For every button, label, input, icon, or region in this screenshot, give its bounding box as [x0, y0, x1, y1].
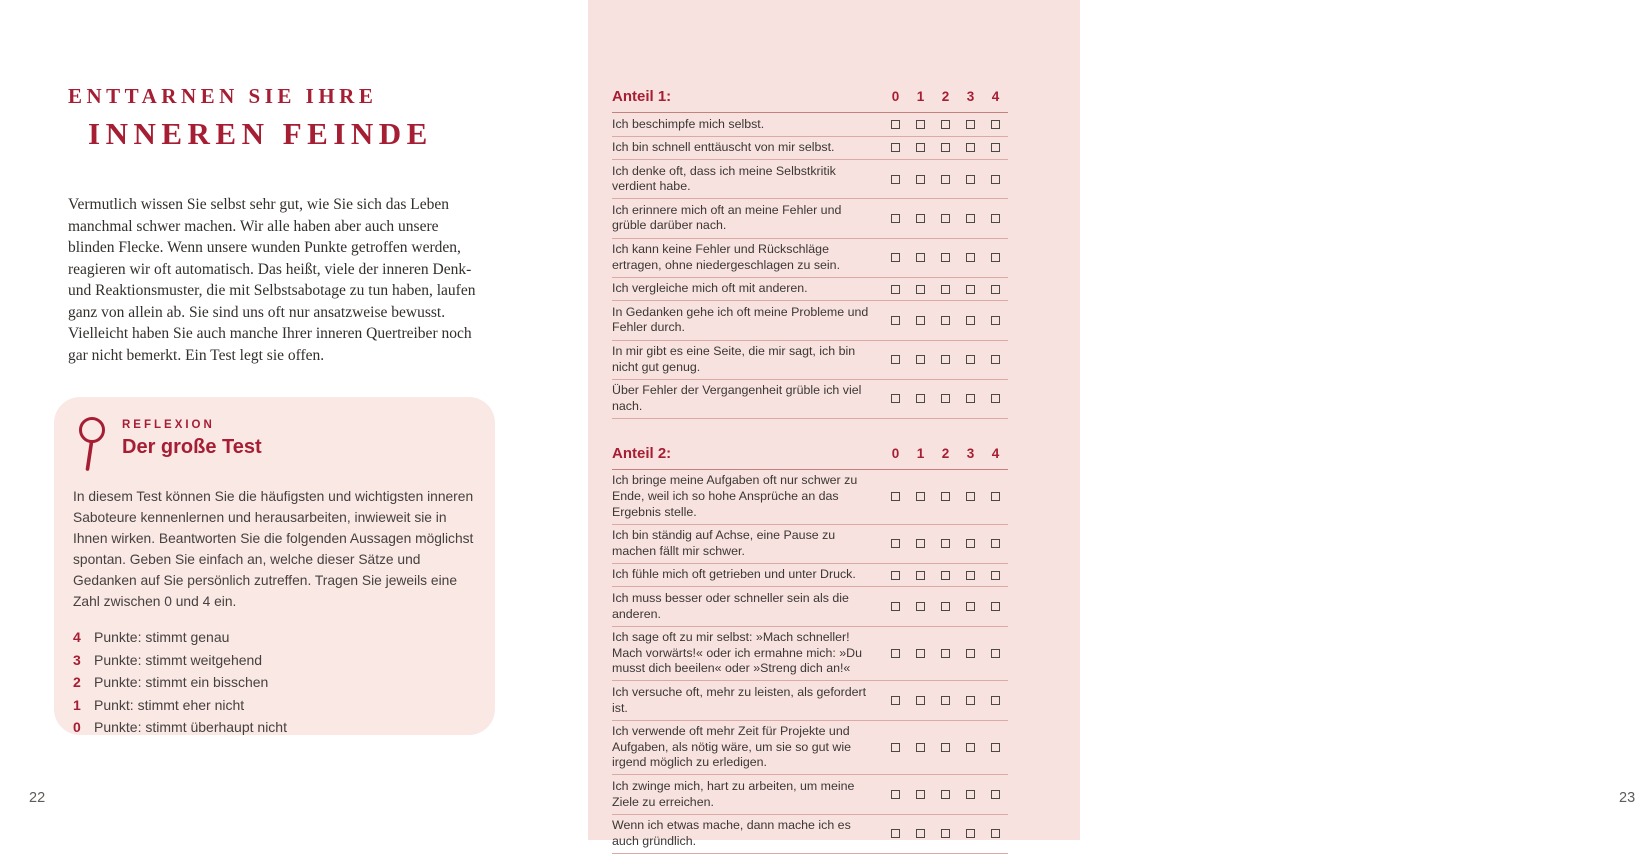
score-cell	[908, 602, 933, 611]
question-text: Ich sage oft zu mir selbst: »Mach schneller! Mach vorwärts!« oder ich ermahne mich: »Du musst dich beeilen« oder »Streng dich an!«	[612, 630, 862, 676]
score-cell	[933, 649, 958, 658]
chapter-title-line1: ENTTARNEN SIE IHRE	[68, 84, 378, 108]
scale-header: 3	[966, 89, 975, 104]
score-checkbox-group	[883, 120, 1008, 129]
score-checkbox[interactable]	[991, 285, 1000, 294]
score-cell	[983, 285, 1008, 294]
score-cell	[883, 602, 908, 611]
chapter-title	[68, 84, 433, 152]
score-cell	[958, 175, 983, 184]
scale-header: 1	[916, 445, 925, 461]
question-row	[612, 564, 1008, 588]
page-number-right: 23	[1619, 790, 1635, 806]
score-cell	[933, 316, 958, 325]
question-row	[612, 113, 1008, 137]
score-checkbox-group	[883, 214, 1008, 223]
score-checkbox[interactable]	[891, 829, 900, 838]
legend-label: Punkte: stimmt ein bisschen	[94, 674, 269, 690]
score-cell	[933, 829, 958, 838]
intro-paragraph: Vermutlich wissen Sie selbst sehr gut, wie Sie sich das Leben manchmal schwer machen. Wir alle haben aber auch unsere blinden Flecke. Wenn unsere wunden Punkte getroffen werden, reagieren wir oft automatisch. Das heißt, viele der inneren Denk- und Reaktionsmuster, die mit Selbstsabotage zu tun haben, laufen ganz von allein ab. Sie sind uns oft nur ansatzweise bewusst. Vielleicht haben Sie auch manche Ihrer inneren Quertreiber noch gar nicht bemerkt. Ein Test legt sie offen.	[68, 196, 476, 364]
score-cell	[983, 355, 1008, 364]
question-text: Ich vergleiche mich oft mit anderen.	[612, 281, 808, 296]
legend-value: 2	[73, 674, 81, 690]
score-cell	[883, 253, 908, 262]
scale-header: 0	[891, 89, 900, 104]
section-header	[612, 445, 1008, 470]
score-cell	[983, 214, 1008, 223]
score-cell	[933, 253, 958, 262]
score-checkbox[interactable]	[891, 120, 900, 129]
question-row	[612, 137, 1008, 161]
question-text: Ich zwinge mich, hart zu arbeiten, um meine Ziele zu erreichen.	[612, 778, 855, 809]
score-checkbox[interactable]	[966, 316, 975, 325]
score-checkbox[interactable]	[941, 285, 950, 294]
question-text: Ich fühle mich oft getrieben und unter Druck.	[612, 567, 856, 582]
question-section	[612, 88, 1008, 419]
question-section	[612, 445, 1008, 854]
legend-label: Punkte: stimmt weitgehend	[94, 651, 263, 668]
score-checkbox-group	[883, 790, 1008, 799]
score-checkbox[interactable]	[916, 602, 925, 611]
score-checkbox[interactable]	[991, 316, 1000, 325]
score-checkbox[interactable]	[991, 394, 1000, 403]
score-cell	[933, 790, 958, 799]
score-checkbox[interactable]	[916, 539, 925, 548]
scale-header: 4	[991, 445, 1000, 461]
score-cell	[958, 143, 983, 152]
score-cell	[908, 394, 933, 403]
question-text: Ich muss besser oder schneller sein als die anderen.	[612, 590, 849, 621]
score-cell	[958, 649, 983, 658]
question-text: Ich bin ständig auf Achse, eine Pause zu machen fällt mir schwer.	[612, 528, 836, 558]
score-checkbox[interactable]	[966, 214, 975, 223]
score-cell	[883, 571, 908, 580]
score-cell	[908, 492, 933, 501]
score-checkbox[interactable]	[891, 696, 900, 705]
score-cell	[883, 492, 908, 501]
score-cell	[958, 492, 983, 501]
score-checkbox[interactable]	[941, 253, 950, 262]
score-cell	[908, 743, 933, 752]
question-row	[612, 587, 1008, 626]
score-cell	[958, 696, 983, 705]
legend-value: 3	[73, 651, 81, 668]
scale-header: 0	[891, 445, 900, 461]
page-number-left: 22	[29, 790, 46, 806]
score-cell	[933, 571, 958, 580]
score-cell	[983, 649, 1008, 658]
score-checkbox[interactable]	[966, 285, 975, 294]
score-cell	[908, 120, 933, 129]
scale-header: 2	[941, 89, 950, 104]
score-checkbox[interactable]	[966, 743, 975, 752]
score-checkbox[interactable]	[941, 316, 950, 325]
score-cell	[958, 214, 983, 223]
score-checkbox[interactable]	[916, 175, 925, 184]
score-cell	[958, 790, 983, 799]
legend-label: Punkte: stimmt überhaupt nicht	[94, 719, 287, 735]
score-checkbox[interactable]	[891, 539, 900, 548]
section-title: Anteil 2:	[612, 444, 672, 462]
question-text: Ich bringe meine Aufgaben oft nur schwer zu Ende, weil ich so hohe Ansprüche an das Ergebnis stelle.	[612, 473, 858, 519]
section-header	[612, 88, 1008, 113]
question-row	[612, 721, 1008, 776]
score-cell	[983, 253, 1008, 262]
score-checkbox[interactable]	[916, 285, 925, 294]
score-checkbox[interactable]	[991, 492, 1000, 501]
score-checkbox[interactable]	[941, 143, 950, 152]
score-checkbox[interactable]	[916, 355, 925, 364]
score-checkbox[interactable]	[916, 214, 925, 223]
points-legend	[73, 629, 475, 735]
question-row	[612, 341, 1008, 380]
question-text: Ich kann keine Fehler und Rückschläge ertragen, ohne niedergeschlagen zu sein.	[612, 242, 841, 272]
score-cell	[883, 829, 908, 838]
question-row	[612, 525, 1008, 564]
score-cell	[933, 394, 958, 403]
score-cell	[908, 143, 933, 152]
score-cell	[908, 355, 933, 364]
score-cell	[983, 829, 1008, 838]
question-text: Ich denke oft, dass ich meine Selbstkritik verdient habe.	[612, 163, 836, 194]
questionnaire	[612, 88, 1008, 854]
question-row	[612, 239, 1008, 278]
score-checkbox[interactable]	[966, 602, 975, 611]
score-cell	[883, 175, 908, 184]
score-checkbox[interactable]	[991, 214, 1000, 223]
score-checkbox[interactable]	[966, 143, 975, 152]
question-text: In Gedanken gehe ich oft meine Probleme und Fehler durch.	[612, 304, 869, 335]
score-cell	[908, 316, 933, 325]
reflexion-title: Der große Test	[122, 436, 262, 458]
score-checkbox-group	[883, 394, 1008, 403]
question-row	[612, 199, 1008, 238]
score-cell	[883, 539, 908, 548]
score-cell	[958, 743, 983, 752]
reflexion-box-header	[73, 413, 475, 473]
score-checkbox[interactable]	[941, 394, 950, 403]
score-checkbox[interactable]	[941, 743, 950, 752]
score-checkbox[interactable]	[891, 743, 900, 752]
score-cell	[983, 539, 1008, 548]
score-cell	[958, 602, 983, 611]
score-cell	[933, 492, 958, 501]
score-checkbox-group	[883, 571, 1008, 580]
score-checkbox[interactable]	[891, 285, 900, 294]
question-row	[612, 775, 1008, 814]
score-cell	[933, 120, 958, 129]
score-checkbox[interactable]	[916, 649, 925, 658]
score-checkbox[interactable]	[891, 175, 900, 184]
score-checkbox-group	[883, 316, 1008, 325]
score-checkbox[interactable]	[966, 790, 975, 799]
right-page	[588, 0, 1635, 848]
legend-value: 4	[73, 629, 81, 645]
score-checkbox[interactable]	[916, 394, 925, 403]
score-checkbox[interactable]	[991, 355, 1000, 364]
score-cell	[883, 394, 908, 403]
score-checkbox[interactable]	[941, 355, 950, 364]
score-checkbox[interactable]	[891, 253, 900, 262]
score-cell	[908, 649, 933, 658]
scale-header: 3	[966, 445, 975, 461]
score-cell	[958, 253, 983, 262]
score-cell	[908, 175, 933, 184]
score-checkbox[interactable]	[891, 790, 900, 799]
score-checkbox[interactable]	[916, 696, 925, 705]
score-cell	[983, 743, 1008, 752]
score-cell	[883, 316, 908, 325]
score-checkbox-group	[883, 743, 1008, 752]
score-checkbox[interactable]	[891, 316, 900, 325]
score-checkbox[interactable]	[991, 790, 1000, 799]
score-cell	[958, 829, 983, 838]
score-cell	[958, 571, 983, 580]
score-cell	[883, 790, 908, 799]
score-cell	[983, 790, 1008, 799]
score-cell	[983, 120, 1008, 129]
score-checkbox-group	[883, 355, 1008, 364]
score-checkbox[interactable]	[941, 602, 950, 611]
score-cell	[908, 214, 933, 223]
score-cell	[883, 743, 908, 752]
score-cell	[933, 214, 958, 223]
score-checkbox[interactable]	[891, 214, 900, 223]
score-checkbox[interactable]	[916, 253, 925, 262]
score-checkbox[interactable]	[941, 539, 950, 548]
score-checkbox[interactable]	[941, 214, 950, 223]
score-cell	[958, 285, 983, 294]
score-checkbox[interactable]	[966, 175, 975, 184]
score-cell	[983, 316, 1008, 325]
score-checkbox[interactable]	[966, 355, 975, 364]
score-cell	[908, 539, 933, 548]
score-checkbox[interactable]	[991, 143, 1000, 152]
score-checkbox-group	[883, 696, 1008, 705]
score-cell	[983, 602, 1008, 611]
legend-value: 0	[73, 719, 81, 735]
chapter-title-line2: INNEREN FEINDE	[88, 116, 433, 151]
question-text: Ich erinnere mich oft an meine Fehler und grüble darüber nach.	[612, 202, 842, 233]
score-cell	[983, 394, 1008, 403]
score-cell	[883, 649, 908, 658]
score-cell	[958, 316, 983, 325]
score-checkbox[interactable]	[966, 696, 975, 705]
score-cell	[933, 743, 958, 752]
score-cell	[908, 253, 933, 262]
question-row	[612, 301, 1008, 340]
score-checkbox-group	[883, 492, 1008, 501]
score-checkbox[interactable]	[966, 829, 975, 838]
score-cell	[933, 285, 958, 294]
reflexion-box-titles	[122, 413, 262, 459]
score-checkbox-group	[883, 602, 1008, 611]
score-checkbox[interactable]	[991, 743, 1000, 752]
score-checkbox-group	[883, 285, 1008, 294]
score-checkbox[interactable]	[916, 492, 925, 501]
score-checkbox[interactable]	[991, 175, 1000, 184]
score-checkbox[interactable]	[941, 696, 950, 705]
score-cell	[983, 143, 1008, 152]
scale-header: 2	[941, 445, 950, 461]
question-text: In mir gibt es eine Seite, die mir sagt, ich bin nicht gut genug.	[612, 344, 856, 374]
score-checkbox[interactable]	[891, 394, 900, 403]
question-text: Ich beschimpfe mich selbst.	[612, 116, 765, 131]
score-cell	[908, 571, 933, 580]
score-cell	[908, 285, 933, 294]
score-cell	[908, 790, 933, 799]
question-row	[612, 627, 1008, 682]
score-cell	[883, 143, 908, 152]
question-row	[612, 815, 1008, 854]
legend-item	[73, 652, 475, 668]
score-cell	[933, 539, 958, 548]
left-page	[0, 0, 588, 840]
score-cell	[958, 120, 983, 129]
scale-header-row	[883, 446, 1008, 461]
score-cell	[958, 539, 983, 548]
score-checkbox[interactable]	[966, 649, 975, 658]
legend-label: Punkt: stimmt eher nicht	[94, 696, 245, 713]
score-checkbox[interactable]	[991, 696, 1000, 705]
question-text: Ich versuche oft, mehr zu leisten, als gefordert ist.	[612, 684, 867, 715]
score-cell	[933, 355, 958, 364]
score-checkbox-group	[883, 829, 1008, 838]
score-checkbox[interactable]	[941, 649, 950, 658]
score-cell	[883, 696, 908, 705]
score-checkbox[interactable]	[916, 143, 925, 152]
score-cell	[983, 571, 1008, 580]
score-checkbox[interactable]	[966, 394, 975, 403]
score-checkbox[interactable]	[966, 120, 975, 129]
score-cell	[908, 829, 933, 838]
score-checkbox[interactable]	[891, 571, 900, 580]
score-cell	[883, 120, 908, 129]
score-checkbox[interactable]	[916, 743, 925, 752]
magnifier-icon	[73, 415, 111, 473]
score-checkbox[interactable]	[916, 316, 925, 325]
score-checkbox[interactable]	[891, 492, 900, 501]
score-cell	[958, 355, 983, 364]
score-checkbox[interactable]	[941, 571, 950, 580]
score-checkbox[interactable]	[991, 571, 1000, 580]
legend-item	[73, 629, 475, 645]
reflexion-body: In diesem Test können Sie die häufigsten und wichtigsten inneren Saboteure kennenlernen und herausarbeiten, inwieweit sie in Ihnen wirken. Beantworten Sie die folgenden Aussagen möglichst spontan. Geben Sie einfach an, welche dieser Sätze und Gedanken auf Sie persönlich zutreffen. Tragen Sie jeweils eine Zahl zwischen 0 und 4 ein.	[73, 489, 474, 609]
score-checkbox[interactable]	[916, 571, 925, 580]
question-row	[612, 470, 1008, 525]
score-checkbox-group	[883, 649, 1008, 658]
reflexion-kicker: REFLEXION	[122, 419, 215, 431]
score-checkbox[interactable]	[916, 790, 925, 799]
scale-header: 1	[916, 89, 925, 104]
score-checkbox[interactable]	[966, 571, 975, 580]
score-checkbox[interactable]	[991, 253, 1000, 262]
question-text: Über Fehler der Vergangenheit grüble ich viel nach.	[612, 383, 862, 413]
score-checkbox-group	[883, 175, 1008, 184]
scale-header: 4	[991, 89, 1000, 104]
score-checkbox-group	[883, 539, 1008, 548]
legend-item	[73, 719, 475, 735]
score-checkbox[interactable]	[991, 602, 1000, 611]
score-checkbox-group	[883, 253, 1008, 262]
legend-item	[73, 697, 475, 713]
score-checkbox[interactable]	[941, 120, 950, 129]
question-text: Ich verwende oft mehr Zeit für Projekte und Aufgaben, als nötig wäre, um sie so gut wie irgend möglich zu erledigen.	[612, 724, 851, 770]
score-cell	[958, 394, 983, 403]
score-checkbox[interactable]	[916, 829, 925, 838]
score-checkbox[interactable]	[966, 492, 975, 501]
legend-label: Punkte: stimmt genau	[94, 629, 230, 645]
question-row	[612, 380, 1008, 419]
question-row	[612, 681, 1008, 720]
question-row	[612, 160, 1008, 199]
reflexion-box	[54, 397, 495, 735]
score-checkbox[interactable]	[941, 790, 950, 799]
score-checkbox[interactable]	[941, 492, 950, 501]
score-cell	[908, 696, 933, 705]
question-text: Wenn ich etwas mache, dann mache ich es auch gründlich.	[612, 818, 851, 848]
score-cell	[933, 175, 958, 184]
score-cell	[933, 602, 958, 611]
score-checkbox[interactable]	[991, 829, 1000, 838]
score-cell	[883, 285, 908, 294]
score-cell	[883, 214, 908, 223]
score-cell	[883, 355, 908, 364]
score-checkbox[interactable]	[891, 143, 900, 152]
score-checkbox[interactable]	[991, 649, 1000, 658]
score-checkbox-group	[883, 143, 1008, 152]
score-cell	[983, 696, 1008, 705]
score-cell	[983, 492, 1008, 501]
score-checkbox[interactable]	[891, 355, 900, 364]
score-checkbox[interactable]	[966, 539, 975, 548]
score-checkbox[interactable]	[991, 120, 1000, 129]
score-checkbox[interactable]	[916, 120, 925, 129]
score-cell	[933, 143, 958, 152]
score-checkbox[interactable]	[941, 829, 950, 838]
score-cell	[933, 696, 958, 705]
question-text: Ich bin schnell enttäuscht von mir selbst.	[612, 140, 835, 155]
score-checkbox[interactable]	[991, 539, 1000, 548]
scale-header-row	[883, 89, 1008, 104]
score-cell	[983, 175, 1008, 184]
question-row	[612, 278, 1008, 302]
score-checkbox[interactable]	[891, 602, 900, 611]
score-checkbox[interactable]	[941, 175, 950, 184]
legend-item	[73, 674, 475, 690]
score-checkbox[interactable]	[966, 253, 975, 262]
score-checkbox[interactable]	[891, 649, 900, 658]
legend-value: 1	[73, 696, 81, 713]
section-title: Anteil 1:	[612, 88, 672, 105]
